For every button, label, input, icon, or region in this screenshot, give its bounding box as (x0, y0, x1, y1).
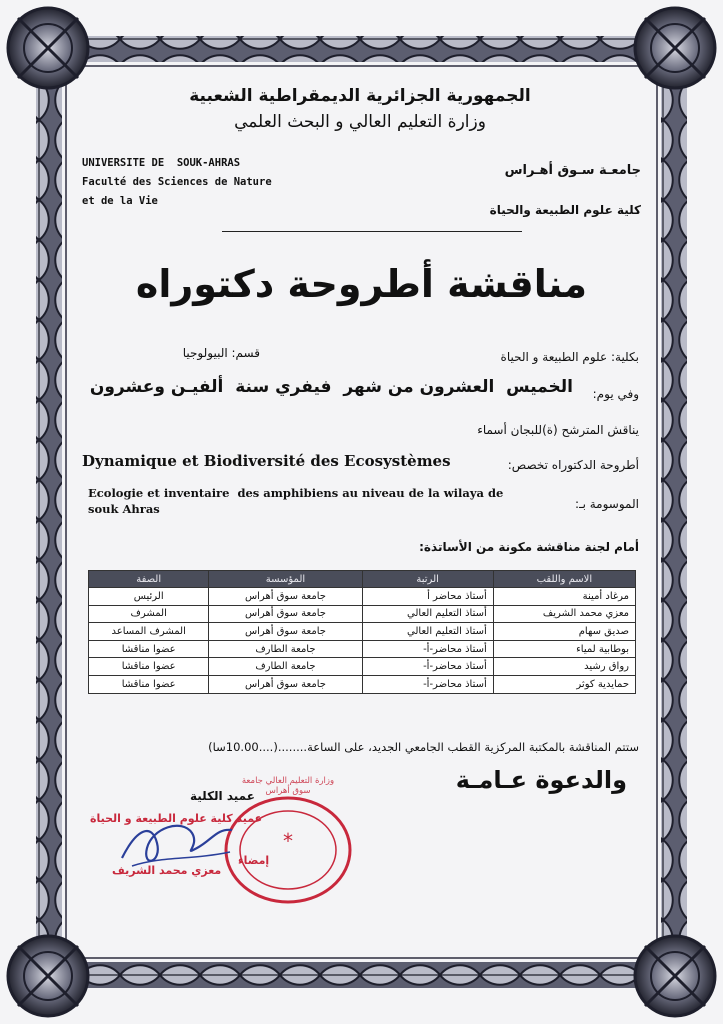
member-rank: أستاذ محاضر-أ- (362, 640, 493, 658)
table-row (89, 658, 636, 676)
member-role: عضوا مناقشا (89, 675, 209, 693)
member-name: صديق سهام (493, 623, 635, 641)
member-role: عضوا مناقشا (89, 658, 209, 676)
thesis-title-line2: souk Ahras (88, 502, 160, 516)
member-role: المشرف (89, 605, 209, 623)
member-institution: جامعة سوق أهراس (209, 623, 362, 641)
member-name: بوطابية لمياء (493, 640, 635, 658)
column-header-name: الاسم واللقب (493, 571, 635, 588)
table-row (89, 640, 636, 658)
member-rank: أستاذ محاضر-أ- (362, 675, 493, 693)
ministry-heading: وزارة التعليم العالي و البحث العلمي (234, 112, 486, 132)
specialty-label: أطروحة الدكتوراه تخصص: (507, 458, 639, 472)
svg-text:*: * (283, 829, 293, 853)
corner-ornament-bottom-left-icon (8, 936, 88, 1016)
member-institution: جامعة الطارف (209, 640, 362, 658)
column-header-role: الصفة (89, 571, 209, 588)
faculty-name-fr-line2: et de la Vie (82, 195, 158, 207)
member-role: الرئيس (89, 588, 209, 606)
table-row (89, 623, 636, 641)
date-prefix: وفي يوم: (592, 387, 639, 401)
public-invitation: والدعوة عـامـة (455, 766, 627, 794)
member-role: عضوا مناقشا (89, 640, 209, 658)
page-title: مناقشة أطروحة دكتوراه (135, 262, 588, 306)
member-rank: أستاذ التعليم العالي (362, 623, 493, 641)
table-header-row (89, 571, 636, 588)
faculty-name-fr-line1: Faculté des Sciences de Nature (82, 176, 272, 188)
member-name: مرغاد أمينة (493, 588, 635, 606)
candidate-line: يناقش المترشح (ة)للبجان أسماء (477, 423, 639, 437)
member-institution: جامعة سوق أهراس (209, 588, 362, 606)
republic-heading: الجمهورية الجزائرية الديمقراطية الشعبية (189, 86, 531, 106)
member-role: المشرف المساعد (89, 623, 209, 641)
venue-line: ستتم المناقشة بالمكتبة المركزية القطب الجامعي الجديد، على الساعة........(....10.00سا) (208, 740, 639, 754)
specialty-value: Dynamique et Biodiversité des Ecosystèmes (82, 452, 451, 470)
member-institution: جامعة الطارف (209, 658, 362, 676)
member-rank: أستاذ محاضر-أ- (362, 658, 493, 676)
member-name: رواق رشيد (493, 658, 635, 676)
corner-ornament-bottom-right-icon (635, 936, 715, 1016)
column-header-rank: الرتبة (362, 571, 493, 588)
university-name-ar: جامعـة سـوق أهـراس (504, 163, 641, 178)
dean-stamp-text: عميد كلية علوم الطبيعة و الحياة (90, 812, 263, 825)
table-row (89, 675, 636, 693)
member-rank: أستاذ محاضر أ (362, 588, 493, 606)
corner-ornament-top-left-icon (8, 8, 88, 88)
member-institution: جامعة سوق أهراس (209, 675, 362, 693)
table-row (89, 588, 636, 606)
signature-label: إمضاء (238, 854, 270, 867)
member-name: معزي محمد الشريف (493, 605, 635, 623)
handwritten-signature-icon (112, 808, 242, 878)
member-name: حمايدية كوثر (493, 675, 635, 693)
committee-table (88, 570, 636, 694)
dean-label: عميد الكلية (190, 789, 255, 803)
defense-date: الخميس العشرون من شهر فيفري سنة ألفيـن وعشرون (89, 377, 573, 397)
corner-ornament-top-right-icon (635, 8, 715, 88)
university-name-fr: UNIVERSITE DE SOUK-AHRAS (82, 157, 241, 169)
thesis-label: الموسومة بـ: (575, 497, 639, 511)
thesis-title-line1: Ecologie et inventaire des amphibiens au niveau de la wilaya de (88, 486, 504, 500)
column-header-institution: المؤسسة (209, 571, 362, 588)
committee-intro: أمام لجنة مناقشة مكونة من الأساتذة: (419, 540, 639, 554)
seal-text: وزارة التعليم العالي جامعة سوق أهراس (241, 776, 335, 796)
department-line: قسم: البيولوجيا (182, 346, 260, 360)
faculty-line: بكلية: علوم الطبيعة و الحياة (500, 350, 639, 364)
member-rank: أستاذ التعليم العالي (362, 605, 493, 623)
signatory-name: معزي محمد الشريف (112, 864, 222, 877)
member-institution: جامعة سوق أهراس (209, 605, 362, 623)
table-row (89, 605, 636, 623)
faculty-name-ar: كلية علوم الطبيعة والحياة (489, 203, 641, 217)
header-divider (222, 231, 522, 232)
